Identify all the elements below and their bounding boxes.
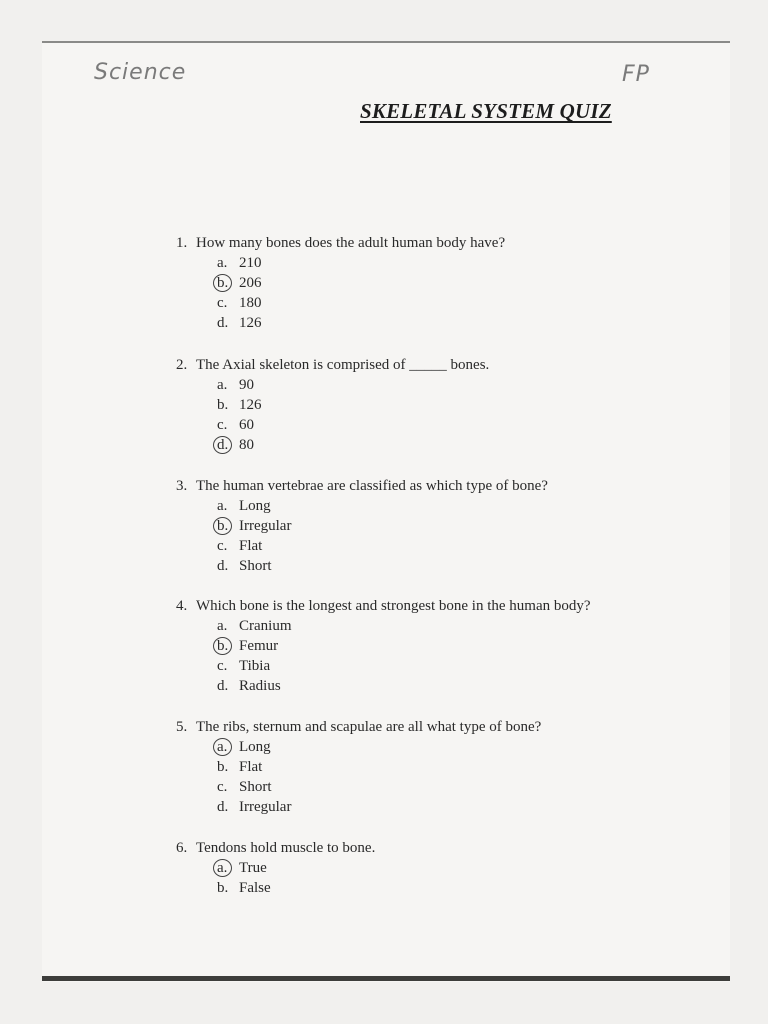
question-text (176, 838, 696, 858)
option-text: 126 (239, 315, 262, 331)
question-3 (176, 476, 696, 576)
question-6 (176, 838, 696, 898)
option-text: Femur (239, 638, 279, 654)
answer-circle (213, 436, 232, 454)
option-text: 126 (239, 397, 262, 413)
answer-circle (213, 637, 232, 655)
option-letter: c. (217, 538, 228, 554)
option-letter: b. (217, 880, 229, 896)
option-text: Long (239, 498, 271, 514)
option-list (176, 858, 696, 898)
option (217, 536, 696, 556)
option (217, 878, 696, 898)
option-letter: c. (217, 295, 228, 311)
option-letter: a. (217, 860, 228, 876)
option (217, 636, 696, 656)
handwritten-initials: FP (622, 62, 650, 87)
option-text: 60 (239, 417, 254, 433)
option (217, 797, 696, 817)
option-text: Long (239, 739, 271, 755)
option-letter: b. (217, 397, 229, 413)
handwritten-subject: Science (94, 60, 187, 85)
question-2 (176, 355, 696, 455)
option-text: Radius (239, 678, 281, 694)
option (217, 516, 696, 536)
option-letter: d. (217, 678, 229, 694)
option-text: 210 (239, 255, 262, 271)
question-prompt: The ribs, sternum and scapulae are all what type of bone? (196, 719, 542, 735)
question-text (176, 476, 696, 496)
option-letter: a. (217, 498, 228, 514)
option (217, 858, 696, 878)
answer-circle (213, 859, 232, 877)
option-text: Irregular (239, 799, 292, 815)
option (217, 676, 696, 696)
question-4 (176, 596, 696, 696)
bottom-edge-line (42, 976, 730, 981)
option-text: False (239, 880, 271, 896)
option-text: True (239, 860, 267, 876)
question-number: 2. (176, 357, 188, 373)
answer-circle (213, 274, 232, 292)
top-edge-line (42, 41, 730, 43)
answer-circle (213, 517, 232, 535)
option (217, 556, 696, 576)
question-prompt: Which bone is the longest and strongest bone in the human body? (196, 598, 591, 614)
option-text: Short (239, 779, 272, 795)
question-text (176, 355, 696, 375)
option-text: 90 (239, 377, 254, 393)
option-letter: d. (217, 799, 229, 815)
quiz-title: SKELETAL SYSTEM QUIZ (360, 99, 612, 123)
question-number: 4. (176, 598, 188, 614)
option (217, 777, 696, 797)
option-list (176, 496, 696, 576)
option-letter: a. (217, 618, 228, 634)
question-5 (176, 717, 696, 817)
option-letter: c. (217, 779, 228, 795)
option (217, 273, 696, 293)
option-letter: b. (217, 759, 229, 775)
question-text (176, 233, 696, 253)
option-text: 180 (239, 295, 262, 311)
question-prompt: The human vertebrae are classified as which type of bone? (196, 478, 548, 494)
option-letter: a. (217, 739, 228, 755)
question-number: 5. (176, 719, 188, 735)
option (217, 395, 696, 415)
option-list (176, 253, 696, 333)
question-prompt: How many bones does the adult human body have? (196, 235, 506, 251)
option-letter: a. (217, 255, 228, 271)
option (217, 757, 696, 777)
option (217, 737, 696, 757)
option (217, 656, 696, 676)
option-letter: d. (217, 437, 229, 453)
option (217, 293, 696, 313)
option (217, 313, 696, 333)
question-text (176, 596, 696, 616)
question-text (176, 717, 696, 737)
question-number: 1. (176, 235, 188, 251)
question-prompt: Tendons hold muscle to bone. (196, 840, 376, 856)
question-prompt: The Axial skeleton is comprised of _____ bones. (196, 357, 490, 373)
option-list (176, 375, 696, 455)
option (217, 375, 696, 395)
option-text: Irregular (239, 518, 292, 534)
question-1 (176, 233, 696, 333)
option-letter: b. (217, 518, 229, 534)
option-letter: d. (217, 558, 229, 574)
option-text: 206 (239, 275, 262, 291)
option-text: Flat (239, 538, 263, 554)
option (217, 616, 696, 636)
option-letter: b. (217, 638, 229, 654)
option-letter: c. (217, 658, 228, 674)
option (217, 415, 696, 435)
option (217, 435, 696, 455)
option-letter: b. (217, 275, 229, 291)
option-list (176, 616, 696, 696)
option (217, 253, 696, 273)
option-text: Short (239, 558, 272, 574)
option-letter: a. (217, 377, 228, 393)
option (217, 496, 696, 516)
option-text: Tibia (239, 658, 271, 674)
option-list (176, 737, 696, 817)
option-letter: c. (217, 417, 228, 433)
option-text: Cranium (239, 618, 292, 634)
answer-circle (213, 738, 232, 756)
question-number: 6. (176, 840, 188, 856)
option-letter: d. (217, 315, 229, 331)
option-text: Flat (239, 759, 263, 775)
option-text: 80 (239, 437, 254, 453)
question-number: 3. (176, 478, 188, 494)
